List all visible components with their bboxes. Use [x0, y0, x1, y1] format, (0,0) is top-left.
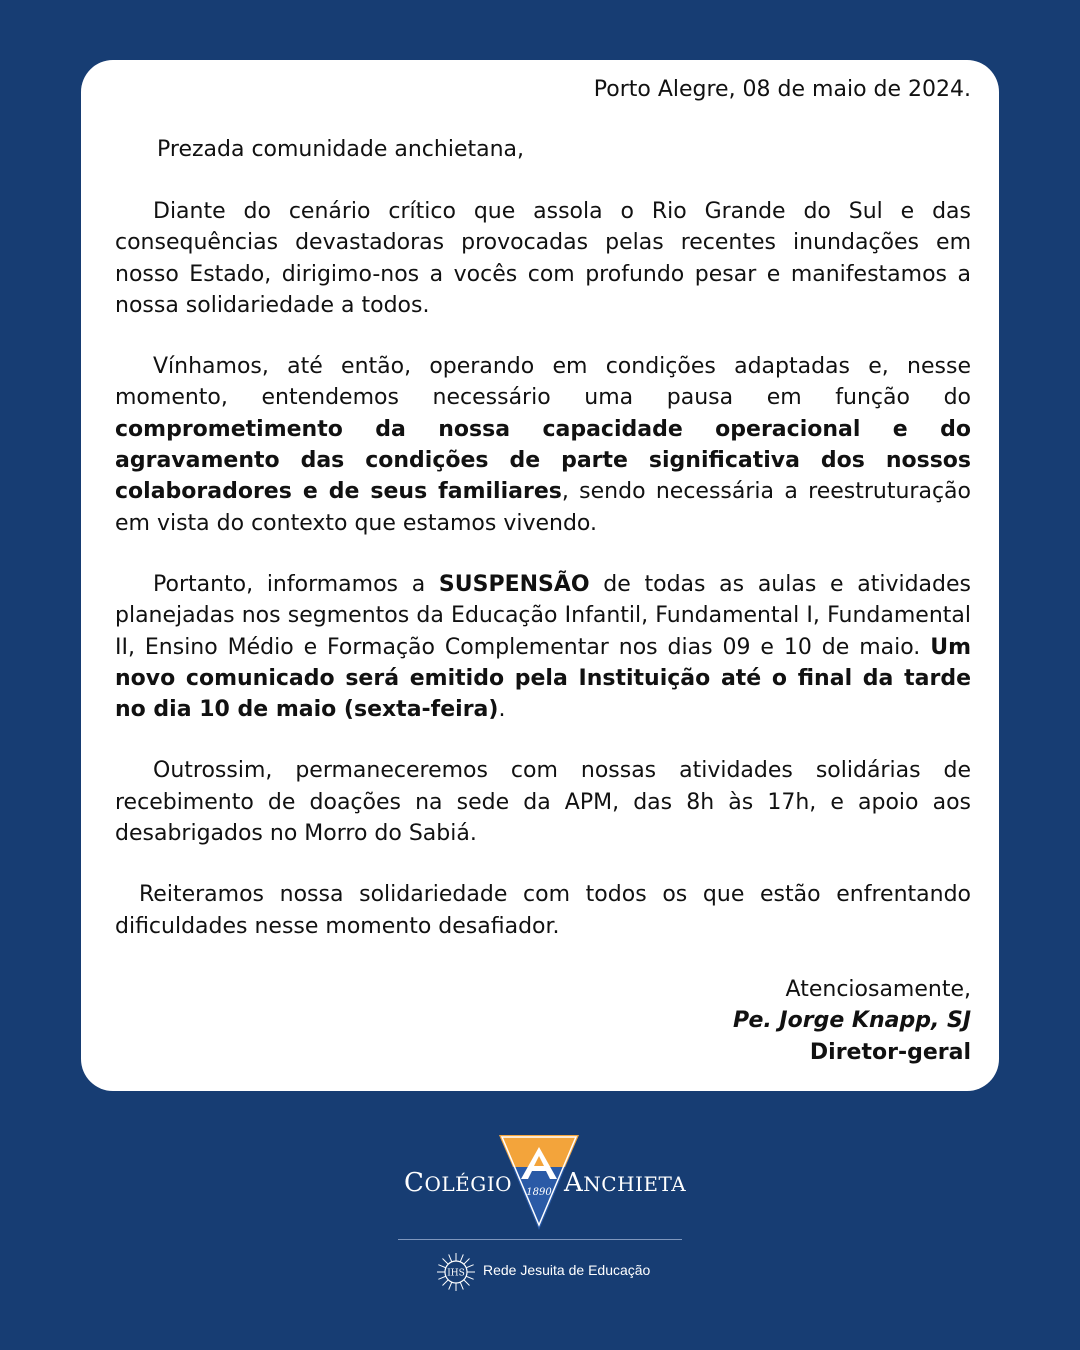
- paragraph-3-bold-suspension: SUSPENSÃO: [438, 571, 590, 597]
- paragraph-3-bold-notice: Um novo comunicado será emitido pela Instituição até o final da tarde no dia 10 de maio (sexta-feira): [115, 634, 971, 723]
- paragraph-2-text-b: , sendo necessária a reestruturação em vista do contexto que estamos vivendo.: [115, 479, 971, 536]
- paragraph-2: [115, 351, 971, 539]
- logo-text-right-rest: NCHIETA: [583, 1172, 687, 1196]
- jesuit-seal-icon: [436, 1252, 476, 1292]
- logo-text-right: ANCHIETA: [564, 1168, 687, 1198]
- paragraph-3-text-c: .: [498, 697, 506, 723]
- paragraph-5: [115, 879, 971, 942]
- logo-year: 1890: [526, 1187, 552, 1198]
- signer-name: Pe. Jorge Knapp, SJ: [732, 1008, 971, 1034]
- paragraph-2-text-a: Vínhamos, até então, operando em condições adaptadas e, nesse momento, entendemos necessário uma pausa em função do: [115, 354, 971, 411]
- paragraph-4-text: Outrossim, permaneceremos com nossas atividades solidárias de recebimento de doações na sede da APM, das 8h às 17h, e apoio aos desabrigados no Morro do Sabiá.: [115, 758, 971, 847]
- letter-card: [81, 60, 999, 1091]
- network-brand: [436, 1252, 676, 1292]
- seal-text: IHS: [447, 1268, 465, 1279]
- paragraph-1: [115, 196, 971, 321]
- letter-date: Porto Alegre, 08 de maio de 2024.: [593, 77, 971, 102]
- paragraph-1-text: Diante do cenário crítico que assola o Rio Grande do Sul e das consequências devastadoras provocadas pelas recentes inundações em nosso Estado, dirigimo-nos a vocês com profundo pesar e manifestamos a nossa solidariedade a todos.: [115, 199, 971, 318]
- network-name: Rede Jesuita de Educação: [483, 1262, 651, 1278]
- paragraph-3-text-b: de todas as aulas e atividades planejadas nos segmentos da Educação Infantil, Fundamental I, Fundamental II, Ensino Médio e Formação Complementar nos dias 09 e 10 de maio.: [115, 571, 972, 660]
- paragraph-5-text: Reiteramos nossa solidariedade com todos os que estão enfrentando dificuldades nesse momento desafiador.: [115, 882, 971, 939]
- paragraph-3: [115, 569, 971, 725]
- closing: Atenciosamente,: [785, 976, 971, 1002]
- paragraph-2-bold: comprometimento da nossa capacidade operacional e do agravamento das condições de parte significativa dos nossos colaboradores e de seus familiares: [115, 416, 971, 505]
- logo-text-left-rest: OLÉGIO: [424, 1172, 512, 1196]
- letter-greeting: Prezada comunidade anchietana,: [157, 137, 525, 162]
- signoff: [115, 974, 971, 1069]
- paragraph-3-text-a: Portanto, informamos a: [153, 571, 439, 597]
- logo-text-left: COLÉGIO: [404, 1168, 512, 1198]
- signer-role: Diretor-geral: [809, 1039, 971, 1065]
- school-logo: [0, 1130, 1080, 1240]
- footer-divider: [398, 1239, 682, 1240]
- paragraph-4: [115, 755, 971, 849]
